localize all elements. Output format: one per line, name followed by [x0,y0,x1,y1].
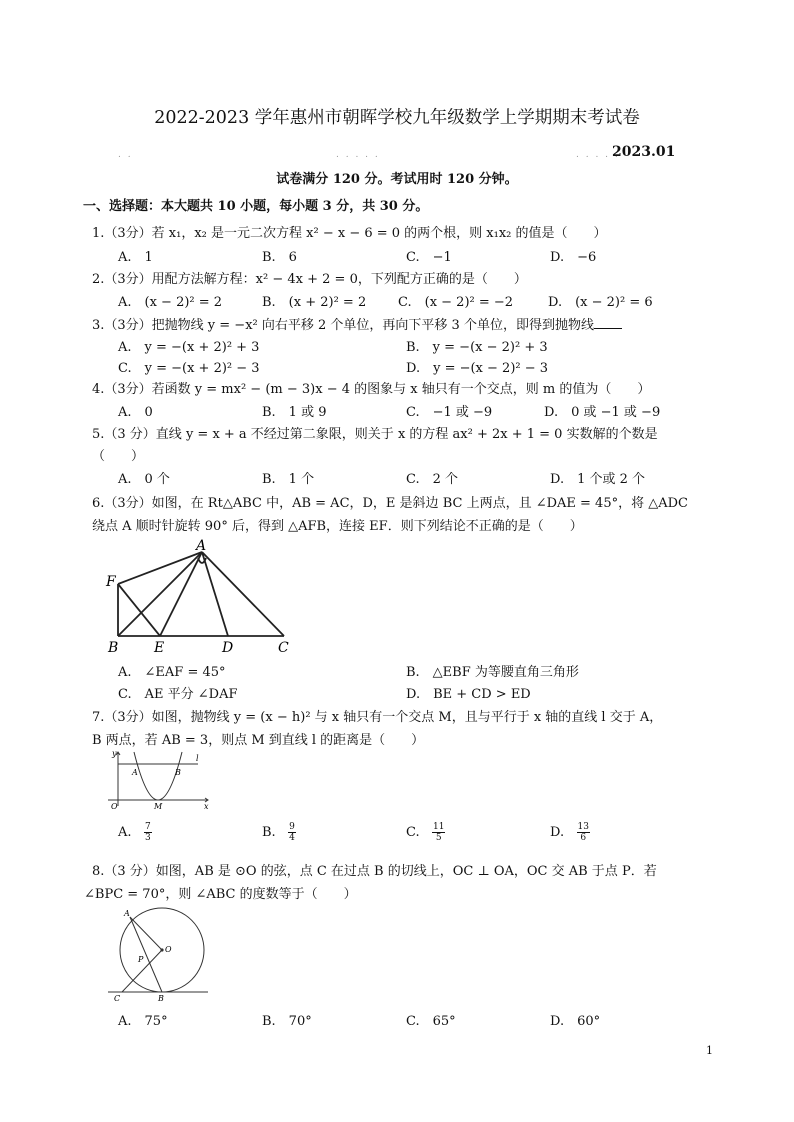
figure-label: C [278,640,289,656]
page-number: 1 [706,1044,713,1057]
figure-label: B [158,994,164,1003]
option-c: C. (x − 2)² = −2 [398,295,514,310]
option-d: D. 0 或 −1 或 −9 [544,405,661,420]
circle-center-dot [160,948,163,951]
numerator: 13 [577,822,589,832]
question-8-line2: ∠BPC = 70°，则 ∠ABC 的度数等于（ ） [84,887,357,902]
section-heading: 一、选择题：本大题共 10 小题，每小题 3 分，共 30 分。 [83,199,429,214]
option-c: C. 2 个 [406,472,459,487]
option-c: C. y = −(x + 2)² − 3 [118,361,260,376]
option-b: B. 70° [262,1014,312,1029]
option-letter: D. [550,825,565,840]
figure-label: D [222,640,234,656]
option-d: D. BE + CD > ED [406,687,531,702]
page-title: 2022-2023 学年惠州市朝晖学校九年级数学上学期期末考试卷 [154,108,640,128]
question-5: 5.（3 分）直线 y = x + a 不经过第二象限，则关于 x 的方程 ax² + 2x + 1 = 0 实数解的个数是 [92,427,658,442]
question-5-line2: （ ） [92,449,145,464]
figure-label: y [112,749,117,758]
figure-label: O [165,945,172,954]
q7-parabola-figure [104,748,214,810]
answer-blank [594,316,622,329]
figure-label: F [106,574,116,590]
numerator: 11 [433,822,445,832]
option-letter: B. [262,825,276,840]
option-d: D. 60° [550,1014,601,1029]
option-b: B. △EBF 为等腰直角三角形 [406,665,579,680]
option-a: A. (x − 2)² = 2 [118,295,223,310]
option-b: B. (x + 2)² = 2 [262,295,367,310]
question-6: 6.（3分）如图，在 Rt△ABC 中，AB = AC，D，E 是斜边 BC 上两点，且 ∠DAE = 45°，将 △ADC [92,496,688,511]
figure-label: A [132,768,138,777]
option-b: B. 6 [262,250,297,265]
figure-label: B [175,768,181,777]
question-1: 1.（3分）若 x₁，x₂ 是一元二次方程 x² − x − 6 = 0 的两个根，则 x₁x₂ 的值是（ ） [92,226,607,241]
option-d: D. y = −(x − 2)² − 3 [406,361,549,376]
option-b [262,822,296,843]
figure-label: P [138,955,144,964]
figure-label: A [124,909,130,918]
header-dots: . . [118,150,133,160]
option-b: B. 1 个 [262,472,315,487]
numerator: 9 [289,822,295,832]
option-a: A. ∠EAF = 45° [118,665,226,680]
figure-label: A [196,538,207,554]
header-dots: . . . . . [576,150,620,160]
figure-label: E [154,640,165,656]
denominator: 3 [144,833,151,843]
option-d: D. −6 [550,250,597,265]
option-d: D. (x − 2)² = 6 [548,295,653,310]
option-letter: A. [118,825,132,840]
option-a: A. 1 [118,250,153,265]
option-a: A. y = −(x + 2)² + 3 [118,340,260,355]
question-3 [92,314,622,333]
denominator: 6 [580,833,587,843]
option-fraction [288,822,296,843]
q6-triangle-figure [104,538,294,656]
option-b: B. 1 或 9 [262,405,327,420]
option-d [550,822,590,843]
option-c: C. 65° [406,1014,456,1029]
option-a: A. 75° [118,1014,168,1029]
question-8: 8.（3 分）如图，AB 是 ⊙O 的弦，点 C 在过点 B 的切线上，OC ⊥ OA，OC 交 AB 于点 P．若 [92,864,657,879]
question-2: 2.（3分）用配方法解方程：x² − 4x + 2 = 0，下列配方正确的是（ ） [92,272,527,287]
question-3-text: 3.（3分）把抛物线 y = −x² 向右平移 2 个单位，再向下平移 3 个单位，即得到抛物线 [92,318,594,333]
header-dots: . . . . . [336,150,380,160]
option-c: C. −1 或 −9 [406,405,493,420]
denominator: 4 [289,833,295,843]
option-c [406,822,445,843]
question-7: 7.（3分）如图，抛物线 y = (x − h)² 与 x 轴只有一个交点 M，且与平行于 x 轴的直线 l 交于 A， [92,710,663,725]
option-a: A. 0 个 [118,472,170,487]
figure-label: C [114,994,121,1003]
option-letter: C. [406,825,420,840]
figure-label: l [196,754,199,763]
option-a [118,822,152,843]
numerator: 7 [144,822,151,832]
option-fraction [432,822,445,843]
option-c: C. AE 平分 ∠DAF [118,687,238,702]
option-fraction [144,822,152,843]
q8-circle-figure [104,904,212,1004]
option-fraction [577,822,590,843]
question-6-line2: 绕点 A 顺时针旋转 90° 后，得到 △AFB，连接 EF．则下列结论不正确的是（ ） [92,519,583,534]
figure-label: B [108,640,119,656]
figure-label: x [204,802,209,810]
figure-label: M [154,802,163,810]
denominator: 5 [435,833,442,843]
exam-date: 2023.01 [612,144,676,160]
exam-instructions: 试卷满分 120 分。考试用时 120 分钟。 [276,172,518,187]
option-d: D. 1 个或 2 个 [550,472,646,487]
question-7-line2: B 两点，若 AB = 3，则点 M 到直线 l 的距离是（ ） [92,733,425,748]
figure-label: O [111,802,118,810]
option-b: B. y = −(x − 2)² + 3 [406,340,548,355]
option-a: A. 0 [118,405,153,420]
question-4: 4.（3分）若函数 y = mx² − (m − 3)x − 4 的图象与 x 轴只有一个交点，则 m 的值为（ ） [92,382,651,397]
option-c: C. −1 [406,250,452,265]
